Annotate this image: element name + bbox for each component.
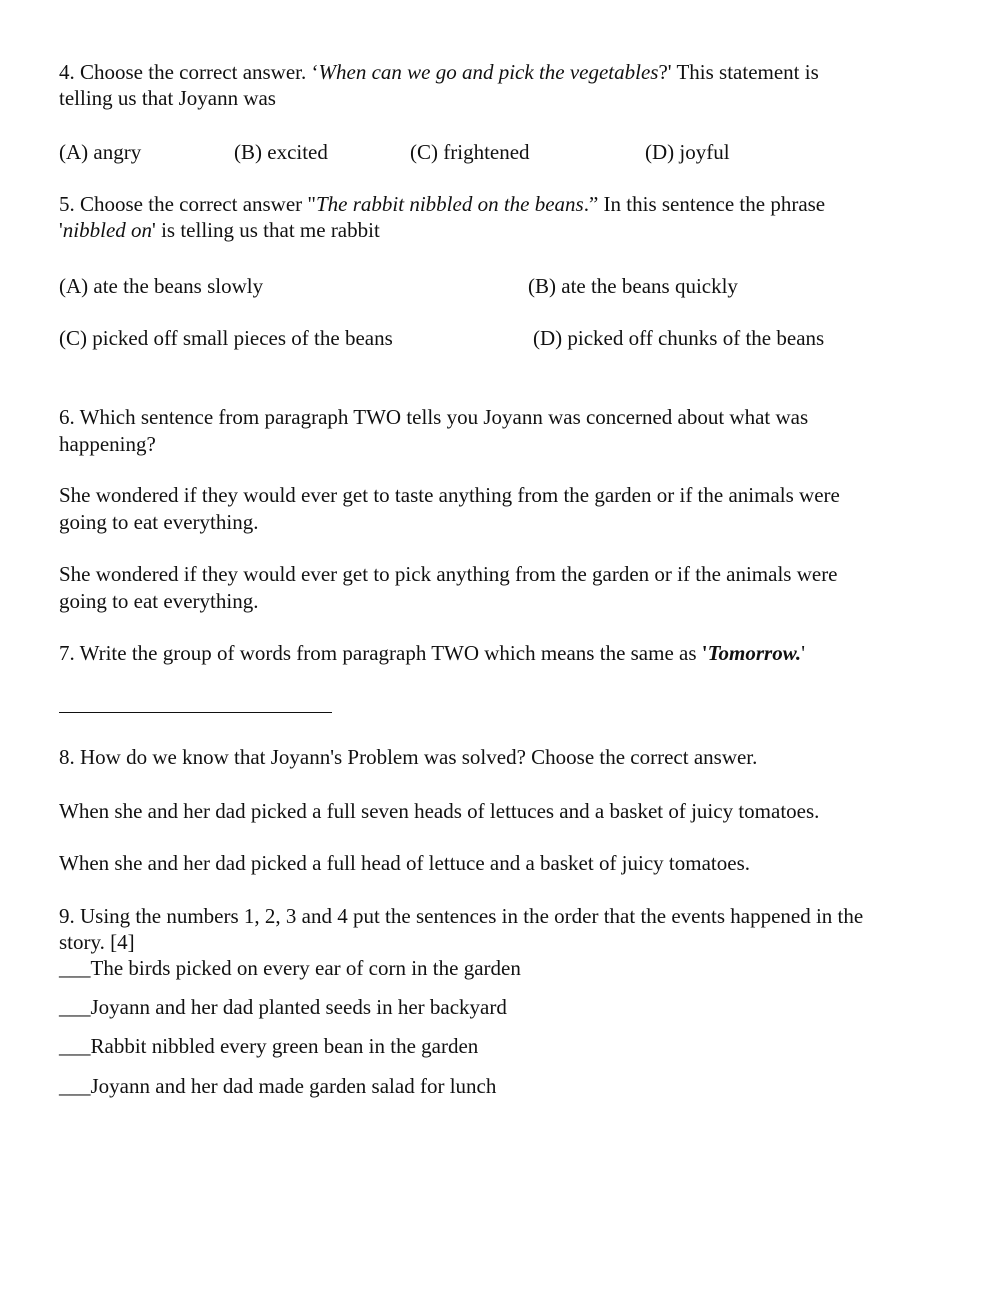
q4-quote: When can we go and pick the vegetables bbox=[318, 60, 659, 84]
q6-line-2: happening? bbox=[59, 432, 156, 456]
q5-line2-rest: ' is telling us that me rabbit bbox=[152, 218, 380, 242]
q4-line-2: telling us that Joyann was bbox=[59, 86, 276, 110]
q9-item-4-text: Joyann and her dad made garden salad for lunch bbox=[90, 1074, 497, 1098]
q4-prefix: 4. Choose the correct answer. ‘ bbox=[59, 60, 319, 84]
q4-suffix: ?' This statement is bbox=[658, 60, 819, 84]
q7-prefix: 7. Write the group of words from paragraph TWO which means the same as bbox=[59, 641, 702, 665]
q6-choice-2-line-2: going to eat everything. bbox=[59, 589, 259, 613]
q5-phrase: nibbled on bbox=[62, 218, 153, 242]
q6-choice-1-line-2: going to eat everything. bbox=[59, 510, 259, 534]
q7-answer-blank-text bbox=[59, 693, 311, 719]
q7-line bbox=[59, 640, 805, 666]
q9-item-4-blank[interactable]: ___ bbox=[59, 1074, 91, 1098]
q8-choice-1: When she and her dad picked a full seven heads of lettuces and a basket of juicy tomatoes. bbox=[59, 799, 820, 823]
q4-line-1 bbox=[59, 59, 819, 85]
q5-option-a: (A) ate the beans slowly bbox=[59, 274, 264, 298]
q9-item-3 bbox=[59, 1033, 478, 1059]
q5-suffix: .” In this sentence the phrase bbox=[583, 192, 826, 216]
q9-line-2: story. [4] bbox=[59, 930, 135, 954]
q8-choice-2: When she and her dad picked a full head of lettuce and a basket of juicy tomatoes. bbox=[59, 851, 750, 875]
q7-keyword: Tomorrow. bbox=[707, 641, 802, 665]
q5-quote: The rabbit nibbled on the beans bbox=[315, 192, 584, 216]
q9-item-2-blank[interactable]: ___ bbox=[59, 995, 91, 1019]
q5-option-b: (B) ate the beans quickly bbox=[528, 274, 738, 298]
q4-option-c: (C) frightened bbox=[410, 140, 530, 164]
q9-line-1: 9. Using the numbers 1, 2, 3 and 4 put the sentences in the order that the events happened in the bbox=[59, 904, 864, 928]
q7-open-quote: ' bbox=[701, 641, 708, 665]
q5-option-c: (C) picked off small pieces of the beans bbox=[59, 326, 393, 350]
q6-line-1: 6. Which sentence from paragraph TWO tells you Joyann was concerned about what was bbox=[59, 405, 809, 429]
q9-item-1 bbox=[59, 955, 521, 981]
q4-option-a: (A) angry bbox=[59, 140, 142, 164]
q9-item-1-text: The birds picked on every ear of corn in the garden bbox=[90, 956, 521, 980]
q6-choice-1-line-1: She wondered if they would ever get to taste anything from the garden or if the animals were bbox=[59, 483, 840, 507]
q5-line2-open-quote: ' bbox=[59, 218, 63, 242]
q9-item-2-text: Joyann and her dad planted seeds in her backyard bbox=[90, 995, 507, 1019]
q9-item-3-text: Rabbit nibbled every green bean in the garden bbox=[90, 1034, 479, 1058]
q5-prefix: 5. Choose the correct answer " bbox=[59, 192, 316, 216]
q9-item-3-blank[interactable]: ___ bbox=[59, 1034, 91, 1058]
q7-close-quote: ' bbox=[801, 641, 805, 665]
q5-option-d: (D) picked off chunks of the beans bbox=[533, 326, 825, 350]
q4-option-d: (D) joyful bbox=[645, 140, 730, 164]
q4-option-b: (B) excited bbox=[234, 140, 328, 164]
q8-line-1: 8. How do we know that Joyann's Problem was solved? Choose the correct answer. bbox=[59, 745, 758, 769]
q5-line-1 bbox=[59, 191, 825, 217]
q7-answer-blank[interactable] bbox=[59, 712, 332, 713]
q6-choice-2-line-1: She wondered if they would ever get to pick anything from the garden or if the animals were bbox=[59, 562, 838, 586]
q9-item-2 bbox=[59, 994, 507, 1020]
q5-line-2 bbox=[59, 217, 380, 243]
q9-item-1-blank[interactable]: ___ bbox=[59, 956, 91, 980]
q9-item-4 bbox=[59, 1073, 496, 1099]
